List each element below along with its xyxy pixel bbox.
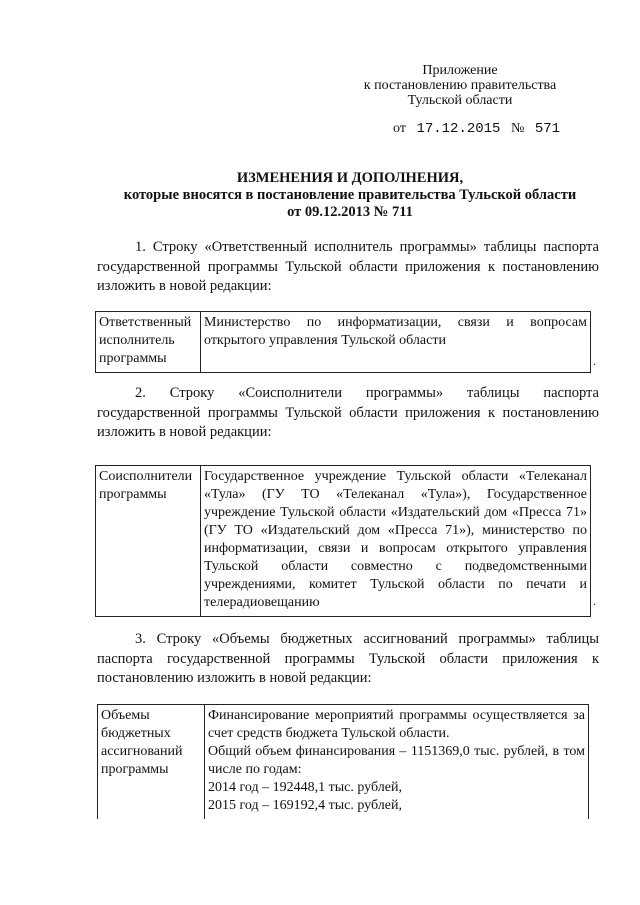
table-row — [98, 705, 589, 820]
section-2-table — [95, 465, 591, 617]
table-cell-value — [205, 705, 589, 820]
table-cell-label: Соисполнители программы — [96, 466, 201, 617]
paragraph-text: 3. Строку «Объемы бюджетных ассигнований программы» таблицы паспорта государственной программы Тульской области приложения к постановлению изложить в новой редакции: — [97, 631, 599, 686]
date-number-line — [393, 121, 560, 137]
table-cell-value: Министерство по информатизации, связи и вопросам открытого управления Тульской области — [201, 312, 591, 373]
table-end-mark: . — [593, 354, 596, 368]
financing-year-2015: 2015 год – 169192,4 тыс. рублей, — [208, 798, 402, 813]
decree-number: 571 — [534, 121, 561, 137]
paragraph-text: 1. Строку «Ответственный исполнитель программы» таблицы паспорта государственной программы Тульской области приложения к постановлению изложить в новой редакции: — [97, 239, 599, 294]
title-line: ИЗМЕНЕНИЯ И ДОПОЛНЕНИЯ, — [236, 170, 464, 186]
title-line: от 09.12.2013 № 711 — [287, 204, 413, 220]
number-sign: № — [510, 121, 525, 136]
table-cell-label: Объемы бюджетных ассигнований программы — [98, 705, 205, 820]
appendix-line: Приложение — [422, 63, 498, 78]
table-row — [96, 312, 591, 373]
appendix-header — [360, 63, 560, 108]
document-title — [90, 170, 610, 221]
section-3-table — [97, 704, 589, 819]
title-line: которые вносятся в постановление правительства Тульской области — [123, 187, 577, 203]
financing-year-2014: 2014 год – 192448,1 тыс. рублей, — [208, 780, 402, 795]
appendix-line: Тульской области — [407, 93, 513, 108]
financing-total: Общий объем финансирования – 1151369,0 тыс. рублей, в том числе по годам: — [208, 744, 585, 777]
section-1-paragraph — [97, 238, 599, 297]
section-2-paragraph — [97, 384, 599, 443]
table-cell-label: Ответственный исполнитель программы — [96, 312, 201, 373]
from-label: от — [393, 121, 406, 136]
paragraph-text: 2. Строку «Соисполнители программы» таблицы паспорта государственной программы Тульской области приложения к постановлению изложить в новой редакции: — [97, 385, 599, 440]
appendix-line: к постановлению правительства — [363, 78, 557, 93]
section-1-table — [95, 311, 591, 373]
table-cell-value: Государственное учреждение Тульской области «Телеканал «Тула» (ГУ ТО «Телеканал «Тула»), Государственное учреждение Тульской области «Издательский дом «Пресса 71» (ГУ ТО «Издательский дом «Пресса 71»), министерство по информатизации, связи и вопросам открытого управления Тульской области совместно с подведомственными учреждениями, комитет Тульской области по печати и телерадиовещанию — [201, 466, 591, 617]
decree-date: 17.12.2015 — [416, 121, 501, 137]
table-end-mark: . — [593, 594, 596, 608]
financing-text: Финансирование мероприятий программы осуществляется за счет средств бюджета Тульской области. — [208, 708, 585, 741]
table-row — [96, 466, 591, 617]
section-3-paragraph — [97, 630, 599, 689]
